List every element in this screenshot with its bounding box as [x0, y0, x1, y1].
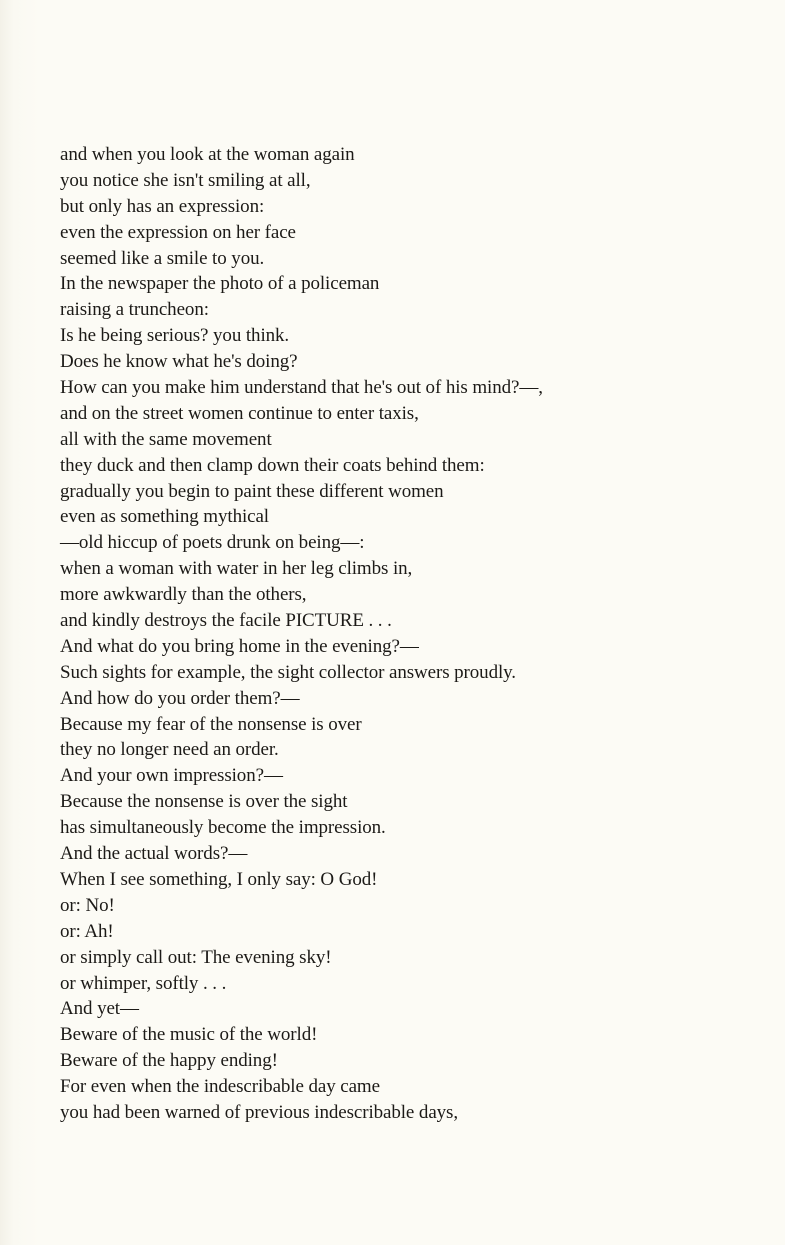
poem-line: Beware of the happy ending! — [60, 1050, 278, 1072]
poem-line: or whimper, softly . . . — [60, 972, 227, 994]
poem-line: And your own impression?— — [60, 765, 283, 787]
poem-line: seemed like a smile to you. — [60, 247, 265, 269]
poem-line: Is he being serious? you think. — [60, 325, 290, 347]
poem-line: you notice she isn't smiling at all, — [60, 169, 311, 191]
poem-text — [60, 142, 760, 1126]
poem-line: or: No! — [60, 894, 115, 916]
poem-line: and when you look at the woman again — [60, 144, 355, 165]
poem-line: and on the street women continue to enter taxis, — [60, 402, 419, 424]
poem-line: Because my fear of the nonsense is over — [60, 713, 362, 735]
poem-line: even the expression on her face — [60, 221, 296, 243]
poem-line: and kindly destroys the facile PICTURE . . . — [60, 610, 392, 632]
poem-line: they duck and then clamp down their coats behind them: — [60, 454, 485, 476]
poem-line: When I see something, I only say: O God! — [60, 868, 378, 890]
poem-line: And how do you order them?— — [60, 687, 300, 709]
poem-line: And yet— — [60, 998, 139, 1020]
poem-line: For even when the indescribable day came — [60, 1076, 380, 1098]
poem-line: In the newspaper the photo of a policeman — [60, 273, 380, 295]
poem-line: when a woman with water in her leg climbs in, — [60, 558, 413, 580]
poem-line: And the actual words?— — [60, 843, 248, 865]
poem-line: or: Ah! — [60, 920, 114, 942]
poem-line: has simultaneously become the impression. — [60, 817, 386, 839]
poem-line: Does he know what he's doing? — [60, 351, 298, 373]
poem-line: or simply call out: The evening sky! — [60, 946, 332, 968]
poem-line: gradually you begin to paint these different women — [60, 480, 444, 502]
poem-line: you had been warned of previous indescribable days, — [60, 1101, 458, 1123]
poem-line: they no longer need an order. — [60, 739, 279, 761]
poem-line: all with the same movement — [60, 428, 272, 450]
poem-line: but only has an expression: — [60, 195, 265, 217]
poem-line: Such sights for example, the sight collector answers proudly. — [60, 661, 516, 683]
poem-line: Because the nonsense is over the sight — [60, 791, 348, 813]
poem-line: even as something mythical — [60, 506, 269, 528]
poem-line: —old hiccup of poets drunk on being—: — [60, 532, 365, 554]
poem-line: Beware of the music of the world! — [60, 1024, 318, 1046]
poem-line: And what do you bring home in the evening?— — [60, 635, 419, 657]
poem-line: How can you make him understand that he's out of his mind?—, — [60, 377, 543, 399]
poem-line: raising a truncheon: — [60, 299, 209, 321]
poem-line: more awkwardly than the others, — [60, 584, 307, 606]
